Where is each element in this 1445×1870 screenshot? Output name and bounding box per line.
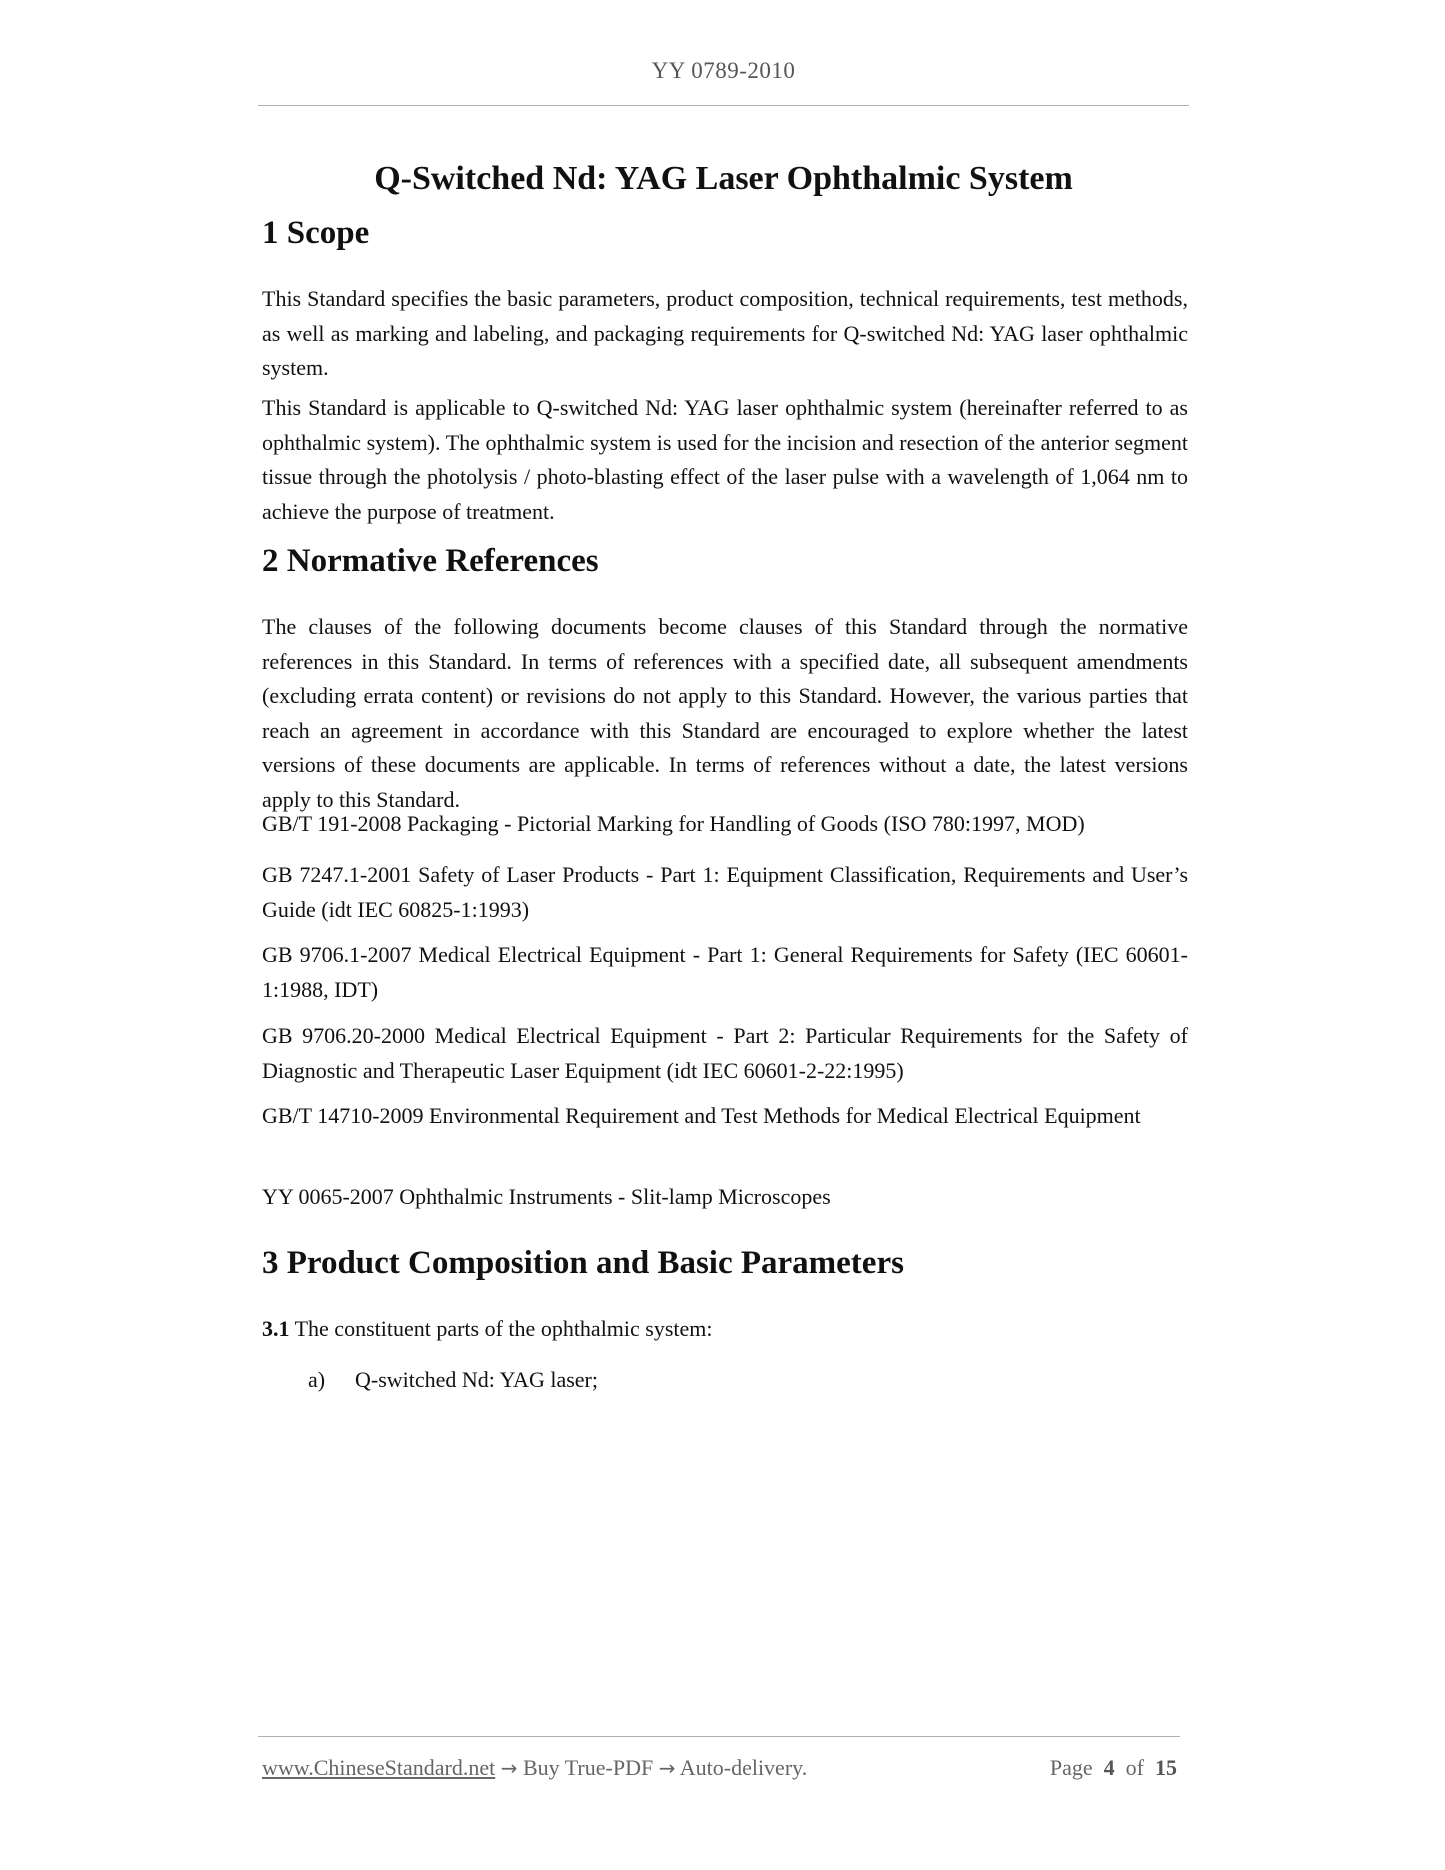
footer-buy-text: Buy True-PDF bbox=[517, 1755, 659, 1780]
website-link[interactable]: www.ChineseStandard.net bbox=[262, 1755, 496, 1780]
scope-paragraph-1: This Standard specifies the basic parameters, product composition, technical requirements, test methods, as well as marking and labeling, and packaging requirements for Q-switched Nd: YAG laser ophthalmic system. bbox=[262, 286, 1188, 380]
reference-gb-9706-1: GB 9706.1-2007 Medical Electrical Equipment - Part 1: General Requirements for Safety (IEC 60601-1:1988, IDT) bbox=[262, 942, 1188, 1002]
section-heading-normative-references: 2 Normative References bbox=[262, 543, 599, 579]
running-header: YY 0789-2010 bbox=[651, 58, 796, 83]
list-item-label: a) bbox=[308, 1367, 326, 1392]
clause-3-1 bbox=[262, 1312, 1188, 1347]
footer-delivery-text: Auto-delivery. bbox=[675, 1755, 808, 1780]
reference-gb-7247: GB 7247.1-2001 Safety of Laser Products - Part 1: Equipment Classification, Requirements and User’s Guide (idt IEC 60825-1:1993) bbox=[262, 862, 1188, 922]
page-word: Page bbox=[1049, 1755, 1093, 1780]
footer-divider bbox=[258, 1736, 1180, 1737]
page-counter bbox=[1050, 1755, 1177, 1781]
total-pages: 15 bbox=[1155, 1755, 1177, 1780]
clause-text: The constituent parts of the ophthalmic system: bbox=[289, 1316, 713, 1341]
footer-promo bbox=[262, 1755, 807, 1781]
section-heading-scope: 1 Scope bbox=[262, 215, 370, 251]
reference-gbt-14710: GB/T 14710-2009 Environmental Requirement and Test Methods for Medical Electrical Equipment bbox=[262, 1103, 1141, 1128]
normative-references-intro: The clauses of the following documents become clauses of this Standard through the normative references in this Standard. In terms of references with a specified date, all subsequent amendments (excluding errata content) or revisions do not apply to this Standard. However, the various parties that reach an agreement in accordance with this Standard are encouraged to explore whether the latest versions of these documents are applicable. In terms of references without a date, the latest versions apply to this Standard. bbox=[262, 614, 1188, 812]
clause-number: 3.1 bbox=[262, 1316, 290, 1341]
header-divider bbox=[258, 105, 1189, 106]
document-title: Q-Switched Nd: YAG Laser Ophthalmic System bbox=[374, 160, 1073, 197]
reference-yy-0065: YY 0065-2007 Ophthalmic Instruments - Slit-lamp Microscopes bbox=[262, 1184, 831, 1209]
arrow-right-icon: → bbox=[500, 1756, 518, 1780]
section-heading-product-composition: 3 Product Composition and Basic Parameters bbox=[262, 1245, 904, 1281]
of-word: of bbox=[1125, 1755, 1144, 1780]
scope-paragraph-2: This Standard is applicable to Q-switched Nd: YAG laser ophthalmic system (hereinafter referred to as ophthalmic system). The ophthalmic system is used for the incision and resection of the anterior segment tissue through the photolysis / photo-blasting effect of the laser pulse with a wavelength of 1,064 nm to achieve the purpose of treatment. bbox=[262, 395, 1188, 524]
arrow-right-icon: → bbox=[658, 1756, 676, 1780]
list-item-text: Q-switched Nd: YAG laser; bbox=[355, 1367, 598, 1392]
reference-gbt-191: GB/T 191-2008 Packaging - Pictorial Marking for Handling of Goods (ISO 780:1997, MOD) bbox=[262, 811, 1085, 836]
reference-gb-9706-20: GB 9706.20-2000 Medical Electrical Equipment - Part 2: Particular Requirements for the Safety of Diagnostic and Therapeutic Laser Equipment (idt IEC 60601-2-22:1995) bbox=[262, 1023, 1188, 1083]
page-number: 4 bbox=[1103, 1755, 1115, 1780]
